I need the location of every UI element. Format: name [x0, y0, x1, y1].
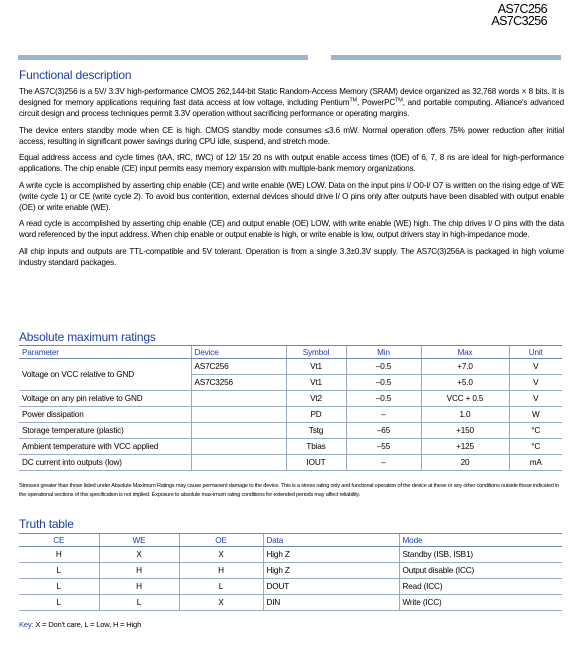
header-rule-left [18, 55, 308, 60]
paragraph-6: All chip inputs and outputs are TTL-compatible and 5V tolerant. Operation is from a single 3.3±0.3V supply. The AS7C(3)256A is packaged in high volume industry standard packages. [19, 246, 564, 267]
table-cell [191, 423, 286, 439]
part-number-1: AS7C256 [497, 2, 547, 16]
column-header: CE [19, 534, 99, 547]
truth-table [19, 533, 562, 611]
column-header: Data [263, 534, 399, 547]
paragraph-4: A write cycle is accomplished by asserting chip enable (CE) and write enable (WE) LOW. Data on the input pins I/ O0-I/ O7 is written on the rising edge of WE (write cycle 1) or CE (write cycle 2). To avoid bus contention, external devices should drive I/ O pins only after outputs have been disabled with output enable (OE) or write enable (WE). [19, 180, 564, 212]
table-cell: L [19, 595, 99, 611]
table-row [19, 595, 562, 611]
table-cell [191, 407, 286, 423]
functional-description-title: Functional description [19, 68, 132, 82]
absolute-maximum-ratings-title: Absolute maximum ratings [19, 330, 156, 344]
table-cell: –0.5 [346, 375, 421, 391]
table-cell: H [179, 563, 263, 579]
table-row [19, 579, 562, 595]
column-header: WE [99, 534, 179, 547]
table-header-row [19, 534, 562, 547]
column-header: Max [421, 346, 509, 359]
table-cell: PD [286, 407, 346, 423]
table-cell: Ambient temperature with VCC applied [19, 439, 191, 455]
table-cell: Tbias [286, 439, 346, 455]
table-cell: DIN [263, 595, 399, 611]
table-cell: +5.0 [421, 375, 509, 391]
table-cell: Vt1 [286, 359, 346, 375]
column-header: Symbol [286, 346, 346, 359]
table-cell: Write (ICC) [399, 595, 562, 611]
table-cell: Voltage on VCC relative to GND [19, 359, 191, 391]
table-cell: V [509, 391, 562, 407]
table-cell: X [99, 547, 179, 563]
table-cell: Storage temperature (plastic) [19, 423, 191, 439]
table-cell: Vt2 [286, 391, 346, 407]
table-cell: – [346, 455, 421, 471]
paragraph-5: A read cycle is accomplished by asserting chip enable (CE) and output enable (OE) LOW, with write enable (WE) high. The chip drives I/ O pins with the data word referenced by the input address. When chip enable or output enable is high, or write enable is low, output drivers stay in high-impedance mode. [19, 219, 564, 239]
document-header [491, 3, 547, 27]
table-cell: mA [509, 455, 562, 471]
table-cell: L [99, 595, 179, 611]
table-cell: Read (ICC) [399, 579, 562, 595]
table-cell: Standby (ISB, ISB1) [399, 547, 562, 563]
table-cell: X [179, 595, 263, 611]
column-header: Min [346, 346, 421, 359]
table-cell: AS7C256 [191, 359, 286, 375]
table-row [19, 455, 562, 471]
table-cell: +7.0 [421, 359, 509, 375]
table-cell: Output disable (ICC) [399, 563, 562, 579]
part-number-2: AS7C3256 [491, 14, 547, 28]
table-cell: W [509, 407, 562, 423]
column-header: Parameter [19, 346, 191, 359]
paragraph-1: The AS7C(3)256 is a 5V/ 3.3V high-performance CMOS 262,144-bit Static Random-Access Memory (SRAM) device organized as 32,768 words × 8 bits. It is designed for memory applications requiring fast data access at low voltage, including Pentium™, PowerPC™, and portable computing. Alliance's advanced circuit design and process techniques permit 3.3V operation without sacrificing performance or operating margins. [19, 87, 564, 118]
table-cell: H [19, 547, 99, 563]
header-rule-right [331, 55, 561, 60]
key-text: X = Don't care, L = Low, H = High [33, 620, 142, 629]
table-cell: High Z [263, 547, 399, 563]
table-row [19, 563, 562, 579]
table-cell: L [19, 563, 99, 579]
table-row [19, 439, 562, 455]
table-row [19, 423, 562, 439]
absolute-maximum-ratings-table [19, 345, 562, 471]
table-cell: Tstg [286, 423, 346, 439]
table-row [19, 547, 562, 563]
table-cell: +150 [421, 423, 509, 439]
truth-table-title: Truth table [19, 517, 74, 531]
table-cell: V [509, 375, 562, 391]
table-row [19, 407, 562, 423]
table-row [19, 359, 562, 375]
table-cell: High Z [263, 563, 399, 579]
table-cell: 1.0 [421, 407, 509, 423]
table-cell [191, 439, 286, 455]
table-cell: 20 [421, 455, 509, 471]
table-cell: DC current into outputs (low) [19, 455, 191, 471]
column-header: Device [191, 346, 286, 359]
table-cell: L [179, 579, 263, 595]
table-cell: X [179, 547, 263, 563]
column-header: Unit [509, 346, 562, 359]
table-cell: H [99, 563, 179, 579]
table-cell: –0.5 [346, 391, 421, 407]
table-cell: –0.5 [346, 359, 421, 375]
functional-description-body [19, 86, 564, 273]
table-cell: IOUT [286, 455, 346, 471]
column-header: OE [179, 534, 263, 547]
table-cell: DOUT [263, 579, 399, 595]
table-cell [191, 391, 286, 407]
table-cell: – [346, 407, 421, 423]
truth-table-key [19, 620, 141, 629]
table-cell [191, 455, 286, 471]
table-cell: H [99, 579, 179, 595]
table-cell: –65 [346, 423, 421, 439]
paragraph-3: Equal address access and cycle times (tAA, tRC, tWC) of 12/ 15/ 20 ns with output enable access times (tOE) of 6, 7, 8 ns are ideal for high-performance applications. The chip enable (CE) input permits easy memory expansion with multiple-bank memory organizations. [19, 153, 564, 173]
ratings-footnote: Stresses greater than those listed under Absolute Maximum Ratings may cause permanent damage to the device. This is a stress rating only and functional operation of the device at these or any other conditions outside those indicated in the operational sections of this specification is not implied. Exposure to absolute max-imum rating conditions for extended periods may affect reliability. [19, 483, 559, 498]
table-cell: L [19, 579, 99, 595]
table-cell: Vt1 [286, 375, 346, 391]
table-cell: °C [509, 439, 562, 455]
column-header: Mode [399, 534, 562, 547]
table-cell: AS7C3256 [191, 375, 286, 391]
table-cell: +125 [421, 439, 509, 455]
paragraph-2: The device enters standby mode when CE is high. CMOS standby mode consumes ≤3.6 mW. Normal operation offers 75% power reduction after initial access, resulting in significant power savings during CPU idle, suspend, and stretch mode. [19, 125, 564, 146]
table-cell: VCC + 0.5 [421, 391, 509, 407]
table-cell: °C [509, 423, 562, 439]
table-row [19, 391, 562, 407]
table-cell: V [509, 359, 562, 375]
key-label: Key: [19, 620, 34, 629]
table-cell: Voltage on any pin relative to GND [19, 391, 191, 407]
table-header-row [19, 346, 562, 359]
table-cell: Power dissipation [19, 407, 191, 423]
table-cell: –55 [346, 439, 421, 455]
